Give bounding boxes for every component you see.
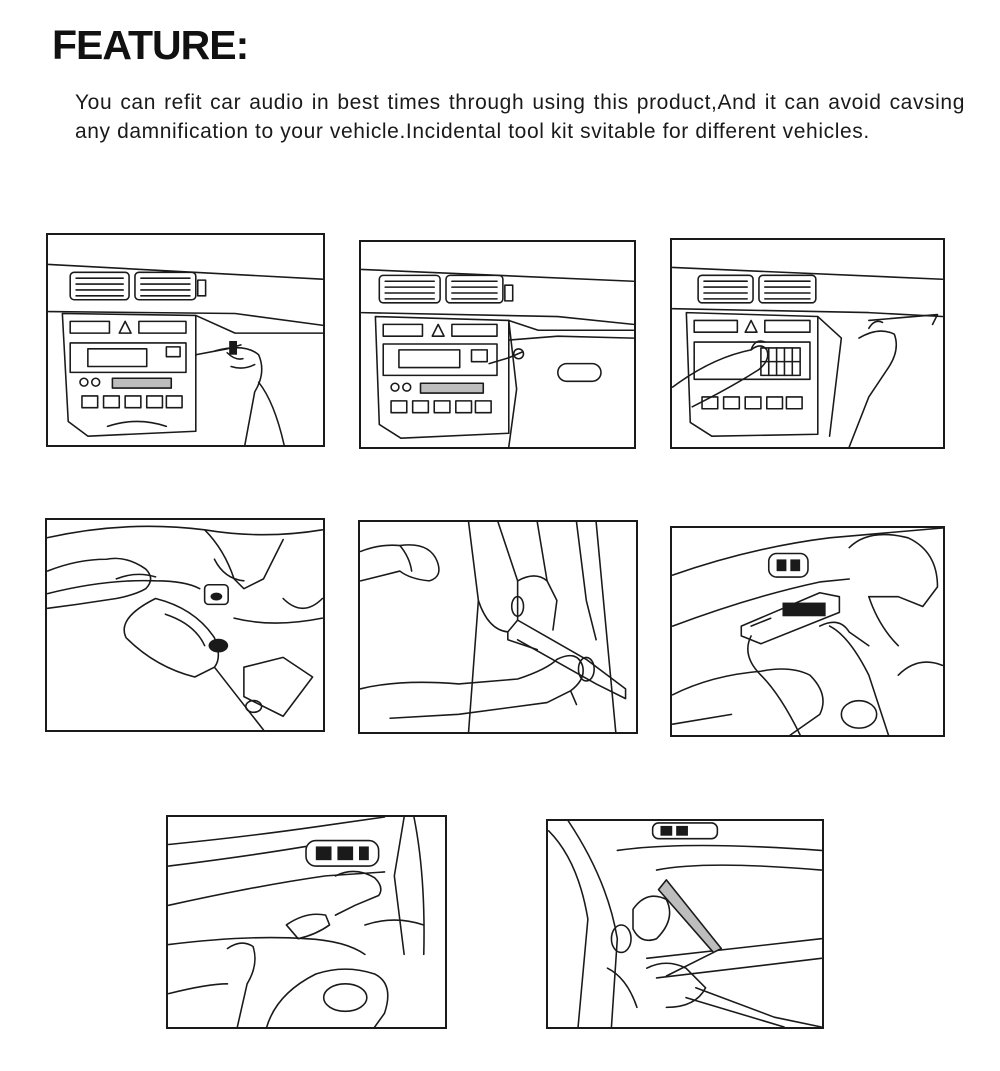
dashboard-tool-inserted-illustration [359,240,636,449]
feature-description: You can refit car audio in best times through using this product,And it can avoid cavsing any damnification to your vehicle.Incidental tool kit svitable for different vehicles. [75,91,965,143]
door-handle-trim-illustration [45,518,325,732]
door-panel-seam-illustration [358,520,638,734]
door-trim-tool-illustration [546,819,824,1029]
dashboard-radio-pry-illustration [46,233,325,447]
dashboard-panel-removal-illustration [670,238,945,449]
page-title: FEATURE: [52,22,249,68]
door-armrest-pry-illustration [166,815,447,1029]
window-switch-panel-illustration [670,526,945,737]
